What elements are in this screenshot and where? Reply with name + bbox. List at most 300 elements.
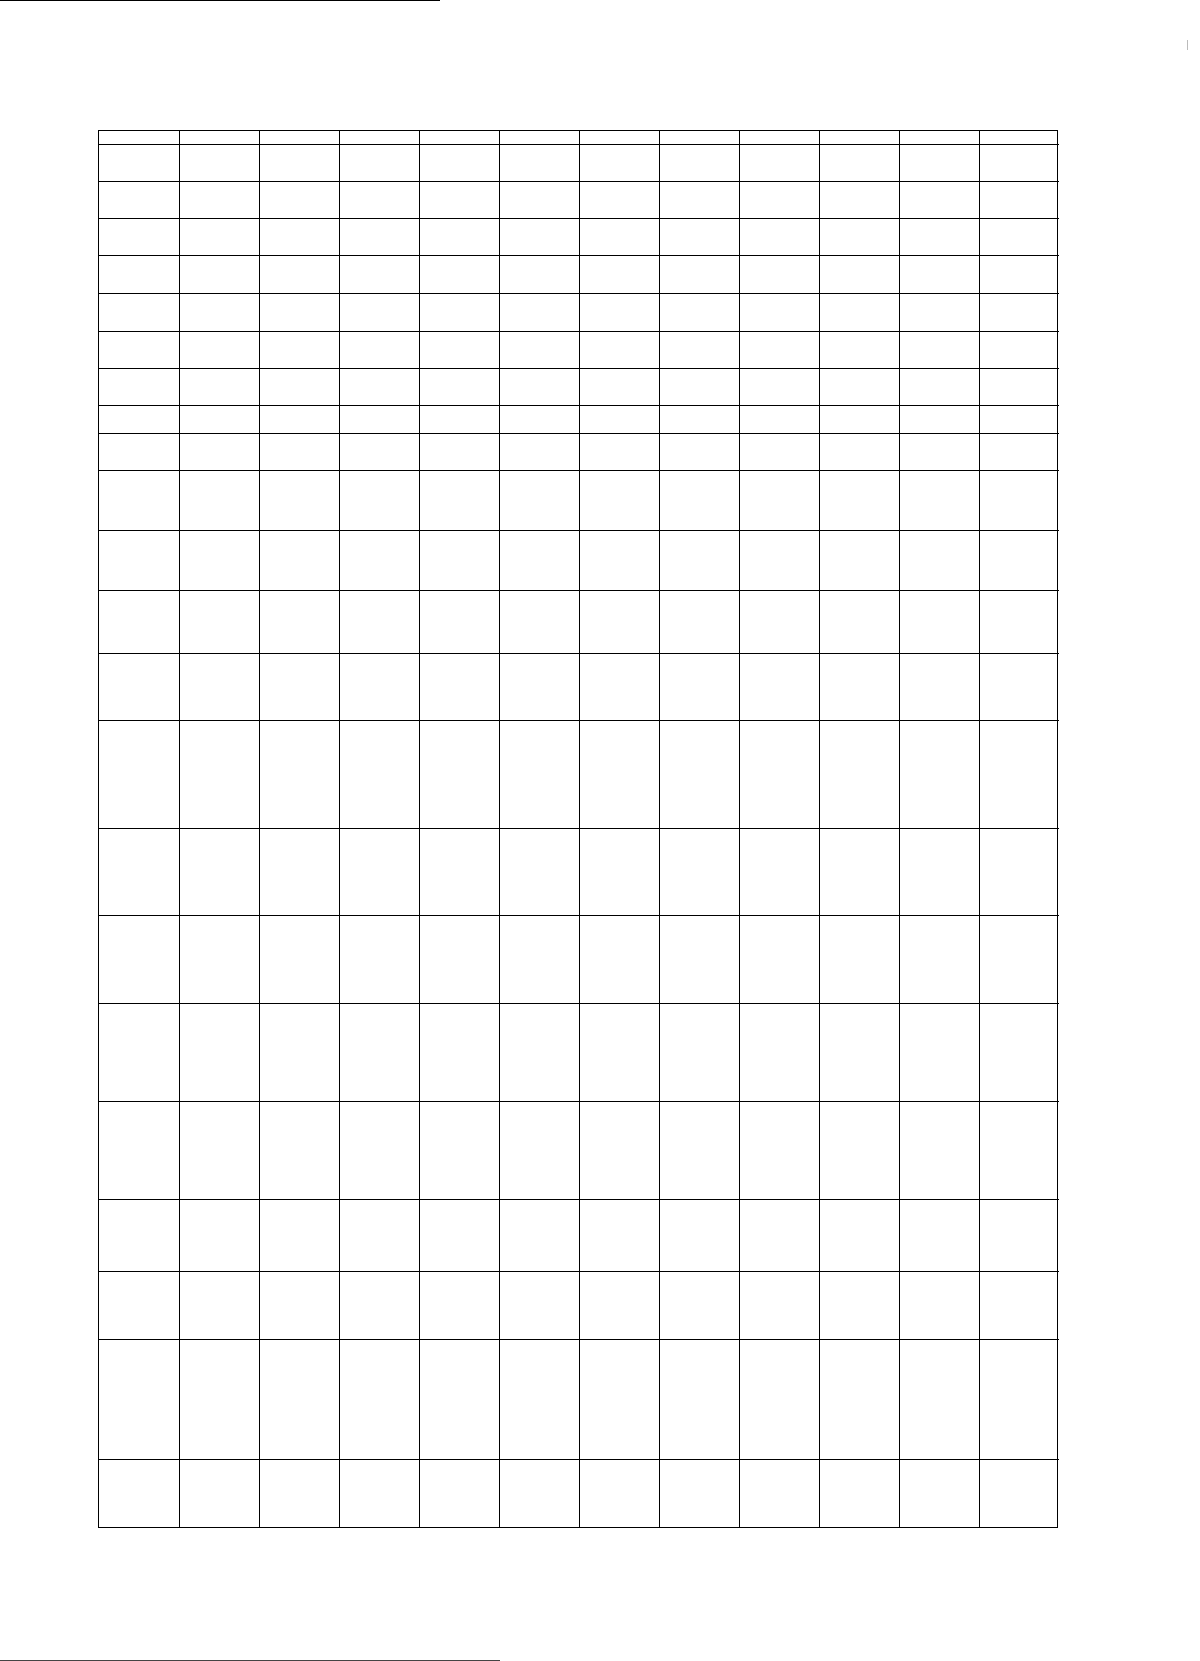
table-cell-date	[500, 530, 579, 590]
table-cell-cnt	[180, 720, 259, 828]
record-column	[659, 131, 739, 1527]
table-cell-org	[580, 1339, 659, 1459]
table-cell-f-0	[900, 433, 979, 470]
record-column	[979, 131, 1059, 1527]
table-cell-f-3	[500, 331, 579, 368]
table-cell-vehicle	[260, 590, 339, 653]
table-cell-f-0	[500, 433, 579, 470]
table-cell-f-5	[500, 255, 579, 293]
table-cell-purpose	[980, 653, 1059, 720]
table-cell-date	[900, 530, 979, 590]
table-cell-v2	[500, 915, 579, 1003]
table-cell-n	[740, 1459, 819, 1529]
table-cell-f-5	[820, 255, 899, 293]
table-cell-f-6	[500, 218, 579, 255]
table-cell-f-2	[420, 368, 499, 405]
table-cell-f-4	[820, 293, 899, 331]
table-cell-dept	[260, 828, 339, 915]
table-cell-dept	[99, 828, 179, 915]
table-cell-date	[420, 530, 499, 590]
table-cell-dept	[180, 828, 259, 915]
table-cell-f-6	[660, 218, 739, 255]
table-cell-v1	[900, 1003, 979, 1101]
table-cell-f-1	[660, 405, 739, 433]
table-cell-f-11	[820, 31, 899, 69]
table-cell-f-11	[580, 31, 659, 69]
table-cell-code	[260, 1199, 339, 1271]
table-cell-cnt	[660, 720, 739, 828]
table-cell-f-5	[900, 255, 979, 293]
table-cell-purpose	[420, 653, 499, 720]
table-cell-f-7	[99, 181, 179, 218]
table-cell-n	[660, 1459, 739, 1529]
table-cell-dept	[340, 828, 419, 915]
table-cell-f-10	[500, 69, 579, 107]
table-cell-vehicle	[500, 590, 579, 653]
table-cell-f-6	[260, 218, 339, 255]
table-cell-f-10	[260, 69, 339, 107]
table-cell-f-10	[99, 69, 179, 107]
record-column	[579, 131, 659, 1527]
table-cell-vehicle	[340, 590, 419, 653]
table-cell-f-5	[580, 255, 659, 293]
table-cell-f-0	[820, 433, 899, 470]
table-cell-age	[420, 470, 499, 530]
table-cell-v2	[900, 915, 979, 1003]
table-cell-f-1	[99, 405, 179, 433]
table-cell-age	[980, 470, 1059, 530]
table-cell-f-11	[180, 31, 259, 69]
table-cell-age	[660, 470, 739, 530]
table-cell-f-3	[99, 331, 179, 368]
vehicle-registry-table	[98, 130, 1058, 1528]
table-cell-f-4	[660, 293, 739, 331]
table-cell-purpose	[900, 653, 979, 720]
table-cell-addr	[340, 1101, 419, 1199]
table-cell-date	[580, 530, 659, 590]
table-cell-f-9	[420, 107, 499, 144]
table-cell-f-11	[420, 31, 499, 69]
table-cell-n	[340, 1459, 419, 1529]
table-cell-n	[820, 1459, 899, 1529]
table-cell-f-2	[740, 368, 819, 405]
table-cell-purpose	[580, 653, 659, 720]
table-cell-f-5	[340, 255, 419, 293]
table-cell-f-6	[980, 218, 1059, 255]
table-cell-f-2	[820, 368, 899, 405]
table-cell-org	[180, 1339, 259, 1459]
table-cell-f-7	[900, 181, 979, 218]
table-cell-dept	[980, 828, 1059, 915]
table-cell-age	[740, 470, 819, 530]
table-cell-f-2	[180, 368, 259, 405]
table-cell-f-4	[340, 293, 419, 331]
table-cell-f-0	[580, 433, 659, 470]
scan-edge-mark	[1187, 40, 1188, 50]
table-cell-f-11	[980, 31, 1059, 69]
table-cell-f-3	[580, 331, 659, 368]
table-cell-inn	[900, 1271, 979, 1339]
table-cell-date	[980, 530, 1059, 590]
table-cell-inn	[820, 1271, 899, 1339]
table-cell-f-6	[820, 218, 899, 255]
scan-edge-top	[0, 0, 440, 1]
table-cell-f-8	[180, 144, 259, 181]
table-cell-age	[580, 470, 659, 530]
table-cell-cnt	[420, 720, 499, 828]
table-cell-date	[99, 530, 179, 590]
table-cell-f-3	[260, 331, 339, 368]
table-cell-f-6	[580, 218, 659, 255]
table-cell-addr	[99, 1101, 179, 1199]
table-cell-v2	[260, 915, 339, 1003]
table-cell-f-9	[500, 107, 579, 144]
table-cell-date	[820, 530, 899, 590]
table-cell-f-8	[99, 144, 179, 181]
table-cell-cnt	[260, 720, 339, 828]
record-column	[419, 131, 499, 1527]
table-cell-f-10	[980, 69, 1059, 107]
table-cell-f-10	[820, 69, 899, 107]
table-cell-f-1	[820, 405, 899, 433]
table-cell-date	[260, 530, 339, 590]
table-cell-inn	[260, 1271, 339, 1339]
table-cell-f-4	[99, 293, 179, 331]
table-cell-f-3	[660, 331, 739, 368]
table-cell-org	[820, 1339, 899, 1459]
table-cell-f-3	[740, 331, 819, 368]
table-cell-f-9	[340, 107, 419, 144]
table-cell-f-2	[260, 368, 339, 405]
table-cell-purpose	[740, 653, 819, 720]
table-cell-date	[340, 530, 419, 590]
table-cell-f-11	[260, 31, 339, 69]
table-cell-f-0	[980, 433, 1059, 470]
table-cell-code	[980, 1199, 1059, 1271]
table-cell-f-6	[740, 218, 819, 255]
table-cell-f-4	[260, 293, 339, 331]
table-cell-inn	[99, 1271, 179, 1339]
table-cell-f-4	[980, 293, 1059, 331]
table-cell-f-0	[260, 433, 339, 470]
table-cell-vehicle	[420, 590, 499, 653]
table-cell-f-2	[660, 368, 739, 405]
table-cell-f-10	[180, 69, 259, 107]
table-cell-vehicle	[99, 590, 179, 653]
table-cell-f-4	[740, 293, 819, 331]
table-cell-f-0	[420, 433, 499, 470]
table-cell-code	[660, 1199, 739, 1271]
table-cell-f-7	[660, 181, 739, 218]
table-cell-date	[180, 530, 259, 590]
table-cell-inn	[340, 1271, 419, 1339]
table-cell-f-4	[900, 293, 979, 331]
table-cell-f-5	[660, 255, 739, 293]
table-cell-vehicle	[820, 590, 899, 653]
table-cell-f-0	[740, 433, 819, 470]
table-cell-f-5	[180, 255, 259, 293]
table-cell-cnt	[580, 720, 659, 828]
table-cell-f-8	[820, 144, 899, 181]
table-cell-age	[340, 470, 419, 530]
table-cell-v1	[980, 1003, 1059, 1101]
table-cell-org	[99, 1339, 179, 1459]
table-cell-f-6	[340, 218, 419, 255]
record-column	[739, 131, 819, 1527]
table-cell-f-7	[820, 181, 899, 218]
table-cell-purpose	[820, 653, 899, 720]
table-cell-f-7	[420, 181, 499, 218]
table-cell-v2	[180, 915, 259, 1003]
table-cell-code	[580, 1199, 659, 1271]
table-cell-inn	[420, 1271, 499, 1339]
table-cell-code	[180, 1199, 259, 1271]
table-cell-f-8	[260, 144, 339, 181]
table-cell-age	[900, 470, 979, 530]
table-cell-v2	[420, 915, 499, 1003]
table-cell-cnt	[820, 720, 899, 828]
table-cell-v2	[740, 915, 819, 1003]
table-cell-f-2	[99, 368, 179, 405]
table-cell-date	[660, 530, 739, 590]
table-cell-f-1	[260, 405, 339, 433]
table-cell-f-0	[180, 433, 259, 470]
table-cell-purpose	[340, 653, 419, 720]
table-cell-purpose	[99, 653, 179, 720]
table-cell-f-7	[340, 181, 419, 218]
record-column	[259, 131, 339, 1527]
table-cell-f-7	[180, 181, 259, 218]
table-cell-addr	[740, 1101, 819, 1199]
table-cell-f-0	[99, 433, 179, 470]
table-cell-v2	[820, 915, 899, 1003]
table-cell-f-1	[420, 405, 499, 433]
table-cell-vehicle	[740, 590, 819, 653]
table-cell-f-4	[420, 293, 499, 331]
record-column	[339, 131, 419, 1527]
table-cell-inn	[740, 1271, 819, 1339]
table-cell-f-5	[740, 255, 819, 293]
table-cell-n	[260, 1459, 339, 1529]
table-cell-f-4	[500, 293, 579, 331]
table-cell-vehicle	[180, 590, 259, 653]
table-cell-dept	[660, 828, 739, 915]
table-cell-addr	[820, 1101, 899, 1199]
table-cell-n	[500, 1459, 579, 1529]
record-column	[819, 131, 899, 1527]
table-cell-f-0	[660, 433, 739, 470]
table-cell-v2	[980, 915, 1059, 1003]
table-cell-f-9	[820, 107, 899, 144]
table-cell-v1	[740, 1003, 819, 1101]
table-cell-org	[740, 1339, 819, 1459]
table-cell-age	[820, 470, 899, 530]
table-cell-org	[900, 1339, 979, 1459]
table-cell-vehicle	[900, 590, 979, 653]
table-cell-f-4	[180, 293, 259, 331]
table-cell-f-8	[900, 144, 979, 181]
table-cell-f-5	[260, 255, 339, 293]
table-cell-org	[260, 1339, 339, 1459]
table-cell-f-10	[660, 69, 739, 107]
table-cell-code	[500, 1199, 579, 1271]
table-cell-org	[980, 1339, 1059, 1459]
table-cell-f-10	[580, 69, 659, 107]
table-cell-f-7	[740, 181, 819, 218]
table-cell-f-3	[980, 331, 1059, 368]
table-cell-purpose	[260, 653, 339, 720]
table-cell-f-8	[420, 144, 499, 181]
record-column	[99, 131, 179, 1527]
table-cell-inn	[980, 1271, 1059, 1339]
table-cell-f-10	[900, 69, 979, 107]
table-cell-f-3	[340, 331, 419, 368]
table-cell-vehicle	[580, 590, 659, 653]
table-cell-dept	[900, 828, 979, 915]
table-cell-code	[420, 1199, 499, 1271]
table-cell-addr	[660, 1101, 739, 1199]
table-cell-f-10	[420, 69, 499, 107]
table-cell-f-1	[900, 405, 979, 433]
table-cell-addr	[420, 1101, 499, 1199]
table-cell-inn	[180, 1271, 259, 1339]
table-cell-v2	[580, 915, 659, 1003]
table-cell-f-2	[340, 368, 419, 405]
table-cell-addr	[580, 1101, 659, 1199]
table-cell-f-7	[580, 181, 659, 218]
table-cell-f-9	[99, 107, 179, 144]
table-cell-dept	[500, 828, 579, 915]
table-cell-addr	[260, 1101, 339, 1199]
table-cell-f-10	[740, 69, 819, 107]
table-cell-age	[99, 470, 179, 530]
table-cell-dept	[580, 828, 659, 915]
table-cell-org	[420, 1339, 499, 1459]
table-cell-dept	[420, 828, 499, 915]
table-cell-addr	[500, 1101, 579, 1199]
table-cell-f-9	[740, 107, 819, 144]
table-cell-vehicle	[980, 590, 1059, 653]
table-cell-f-9	[900, 107, 979, 144]
table-cell-vehicle	[660, 590, 739, 653]
table-cell-v1	[660, 1003, 739, 1101]
table-cell-f-6	[99, 218, 179, 255]
table-cell-f-8	[660, 144, 739, 181]
table-cell-f-9	[580, 107, 659, 144]
table-cell-org	[500, 1339, 579, 1459]
table-cell-inn	[500, 1271, 579, 1339]
table-cell-v2	[99, 915, 179, 1003]
table-cell-addr	[900, 1101, 979, 1199]
table-cell-f-8	[740, 144, 819, 181]
table-cell-n	[180, 1459, 259, 1529]
table-cell-f-1	[340, 405, 419, 433]
table-cell-f-9	[260, 107, 339, 144]
table-cell-v2	[660, 915, 739, 1003]
table-cell-code	[740, 1199, 819, 1271]
table-cell-f-9	[980, 107, 1059, 144]
record-column	[179, 131, 259, 1527]
table-cell-f-2	[980, 368, 1059, 405]
table-cell-inn	[660, 1271, 739, 1339]
table-cell-v1	[99, 1003, 179, 1101]
table-cell-code	[340, 1199, 419, 1271]
table-cell-purpose	[660, 653, 739, 720]
table-cell-f-6	[420, 218, 499, 255]
table-cell-f-8	[500, 144, 579, 181]
table-cell-cnt	[500, 720, 579, 828]
table-cell-f-2	[580, 368, 659, 405]
table-cell-f-1	[180, 405, 259, 433]
table-cell-f-1	[580, 405, 659, 433]
table-cell-f-11	[340, 31, 419, 69]
record-column	[499, 131, 579, 1527]
table-cell-n	[980, 1459, 1059, 1529]
table-cell-f-11	[660, 31, 739, 69]
table-cell-f-0	[340, 433, 419, 470]
table-cell-n	[580, 1459, 659, 1529]
table-cell-f-2	[900, 368, 979, 405]
table-cell-f-6	[900, 218, 979, 255]
record-column	[899, 131, 979, 1527]
table-cell-purpose	[180, 653, 259, 720]
table-cell-dept	[740, 828, 819, 915]
table-cell-f-7	[980, 181, 1059, 218]
table-cell-f-1	[980, 405, 1059, 433]
table-cell-v1	[500, 1003, 579, 1101]
table-cell-age	[260, 470, 339, 530]
table-cell-f-11	[900, 31, 979, 69]
table-cell-cnt	[99, 720, 179, 828]
table-cell-f-3	[420, 331, 499, 368]
table-cell-age	[180, 470, 259, 530]
table-cell-v1	[820, 1003, 899, 1101]
table-cell-org	[660, 1339, 739, 1459]
table-cell-cnt	[740, 720, 819, 828]
table-cell-f-9	[180, 107, 259, 144]
table-cell-f-10	[340, 69, 419, 107]
table-cell-v2	[340, 915, 419, 1003]
table-cell-cnt	[900, 720, 979, 828]
table-cell-date	[740, 530, 819, 590]
table-cell-v1	[580, 1003, 659, 1101]
table-cell-f-5	[420, 255, 499, 293]
table-cell-f-3	[820, 331, 899, 368]
table-cell-f-11	[740, 31, 819, 69]
table-cell-f-3	[180, 331, 259, 368]
table-cell-f-5	[980, 255, 1059, 293]
table-cell-f-7	[260, 181, 339, 218]
table-cell-dept	[820, 828, 899, 915]
table-cell-v1	[260, 1003, 339, 1101]
table-cell-f-8	[980, 144, 1059, 181]
table-cell-f-4	[580, 293, 659, 331]
table-cell-code	[900, 1199, 979, 1271]
table-cell-age	[500, 470, 579, 530]
table-cell-f-3	[900, 331, 979, 368]
table-cell-f-6	[180, 218, 259, 255]
table-cell-v1	[420, 1003, 499, 1101]
table-cell-code	[99, 1199, 179, 1271]
table-cell-f-1	[500, 405, 579, 433]
table-cell-f-9	[660, 107, 739, 144]
table-cell-f-2	[500, 368, 579, 405]
table-cell-f-8	[340, 144, 419, 181]
table-cell-code	[820, 1199, 899, 1271]
table-cell-f-11	[99, 31, 179, 69]
table-cell-org	[340, 1339, 419, 1459]
table-cell-cnt	[340, 720, 419, 828]
